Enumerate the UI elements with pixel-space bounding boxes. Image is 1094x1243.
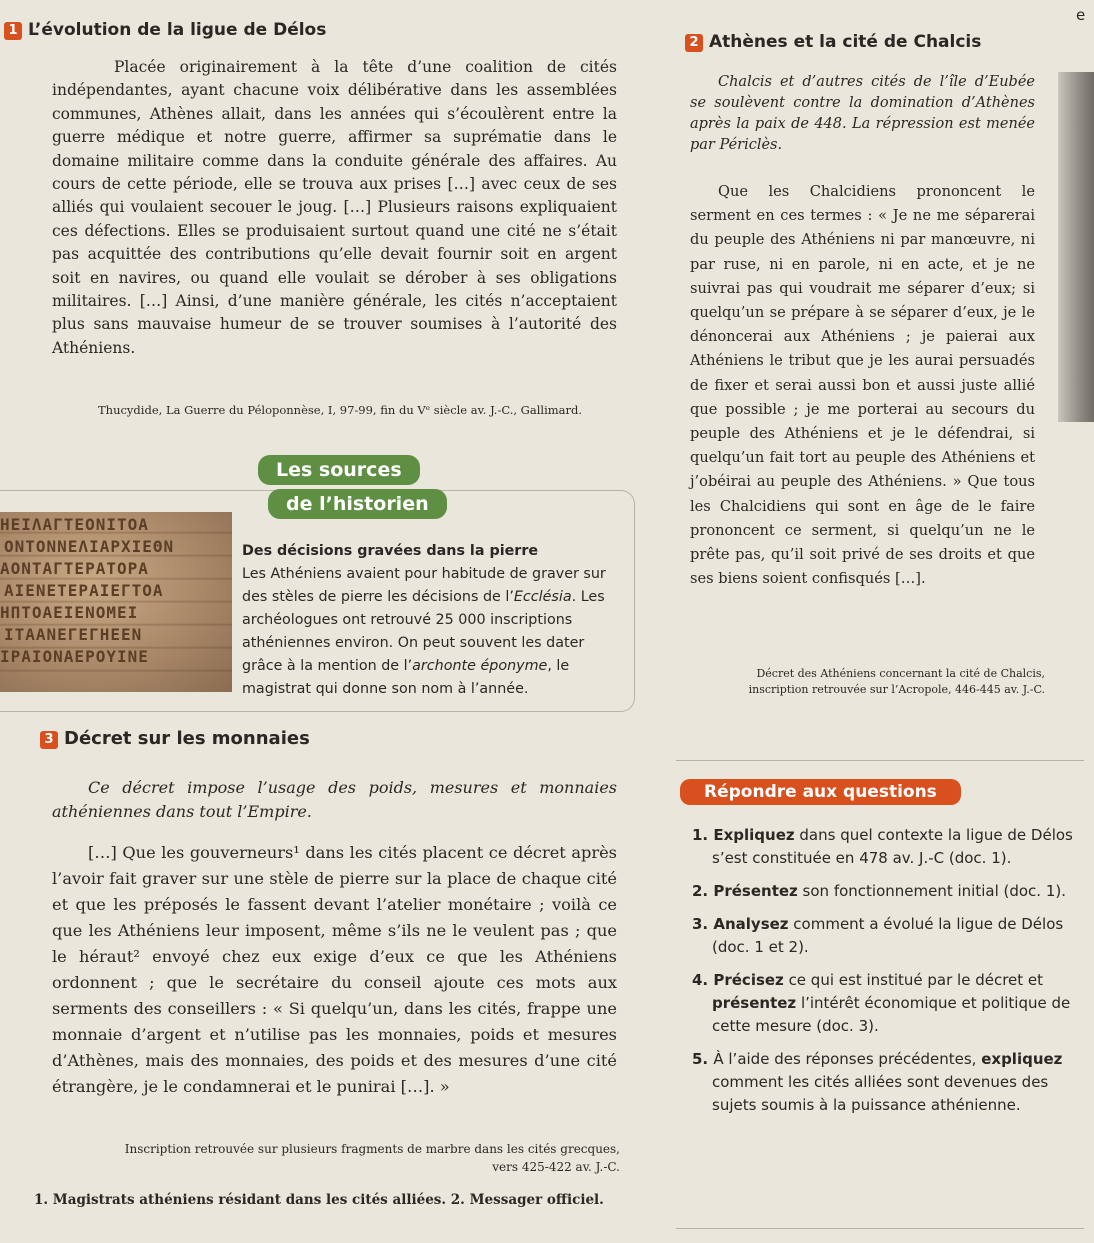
doc3-source-line2: vers 425-422 av. J.-C. <box>492 1160 620 1174</box>
question-verb: Précisez <box>713 971 784 989</box>
doc3-header <box>40 728 310 749</box>
question-item <box>692 1048 1077 1117</box>
doc3-body: […] Que les gouverneurs¹ dans les cités placent ce décret après l’avoir fait graver sur une stèle de pierre sur la place de chaque cité et que les préposés le fassent devant l’atelier monétaire ; voilà ce que les Athéniens leur imposent, même s’ils ne le veulent pas ; que le héraut² envoyé chez eux exige d’eux ce que les Athéniens ordonnent ; que le secrétaire du conseil ajoute ces mots aux serments des conseillers : « Si quelqu’un, dans les cités, frappe une monnaie d’argent et n’utilise pas les monnaies, poids et mesures d’Athènes, mais des monnaies, des poids et des mesures d’une cité étrangère, je le condamnerai et le punirai […]. » <box>52 843 617 1096</box>
question-number: 3. <box>692 915 714 933</box>
doc3-source-line1: Inscription retrouvée sur plusieurs fragments de marbre dans les cités grecques, <box>124 1142 620 1156</box>
doc2-header <box>685 32 981 52</box>
sources-text-part3: , le magistrat qui donne son nom à l’année. <box>242 658 570 697</box>
question-verb-2: expliquez <box>981 1050 1063 1068</box>
question-text: dans quel contexte la ligue de Délos s’est constituée en 478 av. J.-C (doc. 1). <box>712 826 1073 867</box>
stone-inscription-line: ΗΠΤΟΑΕΙΕΝΟΜΕΙ <box>0 603 139 622</box>
corner-letter: e <box>1076 6 1086 24</box>
question-text: comment a évolué la ligue de Délos (doc. 1 et 2). <box>712 915 1064 956</box>
doc1-source <box>98 403 628 417</box>
question-verb: Expliquez <box>713 826 795 844</box>
inscription-stone-image <box>0 512 232 692</box>
question-number: 4. <box>692 971 714 989</box>
doc3-intro: Ce décret impose l’usage des poids, mesures et monnaies athéniennes dans tout l’Empire. <box>52 778 617 821</box>
question-text: ce qui est institué par le décret et <box>783 971 1044 989</box>
question-item <box>692 880 1077 903</box>
questions-title: Répondre aux questions <box>680 779 961 805</box>
doc3-title: Décret sur les monnaies <box>64 728 310 749</box>
doc3-footnote: 1. Magistrats athéniens résidant dans les cités alliées. 2. Messager officiel. <box>34 1192 604 1208</box>
sources-label-line1: Les sources <box>258 455 420 485</box>
stone-inscription-line: ΙΤΑΑΝΕΓΕΓΗΕΕΝ <box>4 625 143 644</box>
doc1-source-text: Thucydide, La Guerre du Péloponnèse, I, 97-99, fin du Vᵉ siècle av. J.-C., Gallimard. <box>98 403 583 417</box>
stone-inscription-line: ΟΝΤΟΝΝΕΛΙΑΡΧΙΕΘΝ <box>4 537 175 556</box>
sources-text-archonte: archonte éponyme <box>412 658 548 674</box>
doc2-number-badge: 2 <box>685 34 703 52</box>
sources-box-content <box>242 540 627 701</box>
sources-box-heading: Des décisions gravées dans la pierre <box>242 543 539 559</box>
sources-text-ecclesia: Ecclésia <box>513 589 572 605</box>
question-number: 1. <box>692 826 714 844</box>
stone-inscription-line: ΑΟΝΤΑΓΤΕΡΑΤΟΡΑ <box>0 559 149 578</box>
doc2-source-line1: Décret des Athéniens concernant la cité de Chalcis, <box>756 667 1045 680</box>
stone-inscription-line: ΗΕΙΛΑΓΤΕΟΝΙΤΟΑ <box>0 515 149 534</box>
doc2-source-line2: inscription retrouvée sur l’Acropole, 446-445 av. J.-C. <box>748 683 1045 696</box>
doc1-header <box>4 20 326 40</box>
questions-header <box>680 779 961 805</box>
question-text-2: comment les cités alliées sont devenues des sujets soumis à la puissance athénienne. <box>712 1073 1049 1114</box>
question-text: À l’aide des réponses précédentes, <box>713 1050 982 1068</box>
question-text-2: l’intérêt économique et politique de cette mesure (doc. 3). <box>712 994 1071 1035</box>
question-number: 5. <box>692 1050 714 1068</box>
doc2-source <box>690 666 1045 698</box>
question-item <box>692 824 1077 870</box>
sources-text-part1: Les Athéniens avaient pour habitude de graver sur des stèles de pierre les décisions de l’ <box>242 566 606 605</box>
question-verb-2: présentez <box>712 994 797 1012</box>
doc2-intro: Chalcis et d’autres cités de l’île d’Eubée se soulèvent contre la domination d’Athènes après la paix de 448. La répression est menée par Périclès. <box>690 74 1035 153</box>
questions-bottom-rule <box>676 1228 1084 1229</box>
doc3-number-badge: 3 <box>40 731 58 749</box>
question-verb: Analysez <box>713 915 789 933</box>
sources-text-part2: . Les archéologues ont retrouvé 25 000 inscriptions athéniennes environ. On peut souvent les dater grâce à la mention de l’ <box>242 589 605 674</box>
sources-label-1 <box>258 455 420 485</box>
sources-label-2 <box>268 489 447 519</box>
question-item <box>692 913 1077 959</box>
doc3-source <box>30 1140 620 1176</box>
question-item <box>692 969 1077 1038</box>
doc1-title: L’évolution de la ligue de Délos <box>28 20 327 40</box>
stone-inscription-line: ΑΙΕΝΕΤΕΡΑΙΕΓΤΟΑ <box>4 581 164 600</box>
doc2-body: Que les Chalcidiens prononcent le serment en ces termes : « Je ne me séparerai du peuple des Athéniens ni par manœuvre, ni par ruse, ni en parole, ni en acte, et je ne suivrai pas qui voudrait me séparer d’eux; si quelqu’un se prépare à se séparer d’eux, je le dénoncerai aux Athéniens ; je paierai aux Athéniens le tribut que je les aurai persuadés de fixer et serai aussi bon et aussi juste allié que possible ; je me porterai au secours du peuple des Athéniens et je le défendrai, si quelqu’un fait tort au peuple des Athéniens et j’obéirai au peuple des Athéniens. » Que tous les Chalcidiens qui sont en âge de le faire prononcent ce serment, si quelqu’un ne le prête pas, qu’il soit privé de ses droits et que ses biens soient confisqués […]. <box>690 183 1035 588</box>
stone-inscription-line: ΙΡΑΙΟΝΑΕΡΟΥΙΝΕ <box>0 647 149 666</box>
right-edge-image <box>1058 72 1094 422</box>
sources-label-line2: de l’historien <box>268 489 447 519</box>
question-number: 2. <box>692 882 714 900</box>
question-verb: Présentez <box>713 882 798 900</box>
doc1-body: Placée originairement à la tête d’une coalition de cités indépendantes, ayant chacune voix délibérative dans les assemblées communes, Athènes allait, dans les années qui s’écoulèrent entre la guerre médique et notre guerre, affirmer sa suprématie dans le domaine militaire comme dans la conduite générale des affaires. Au cours de cette période, elle se trouva aux prises […] avec ceux de ses alliés qui voulaient secouer le joug. […] Plusieurs raisons expliquaient ces défections. Elles se produisaient surtout quand une cité ne s’était pas acquittée des contributions qu’elle devait fournir soit en argent soit en navires, ou quand elle voulait se dérober à ses obligations militaires. […] Ainsi, d’une manière générale, les cités n’acceptaient plus sans mauvaise humeur de se trouver soumises à l’autorité des Athéniens. <box>52 58 617 357</box>
questions-top-rule <box>676 760 1084 761</box>
questions-list <box>692 824 1077 1127</box>
question-text: son fonctionnement initial (doc. 1). <box>797 882 1067 900</box>
doc2-title: Athènes et la cité de Chalcis <box>709 32 982 52</box>
sources-box-text <box>242 563 627 701</box>
doc1-number-badge: 1 <box>4 22 22 40</box>
